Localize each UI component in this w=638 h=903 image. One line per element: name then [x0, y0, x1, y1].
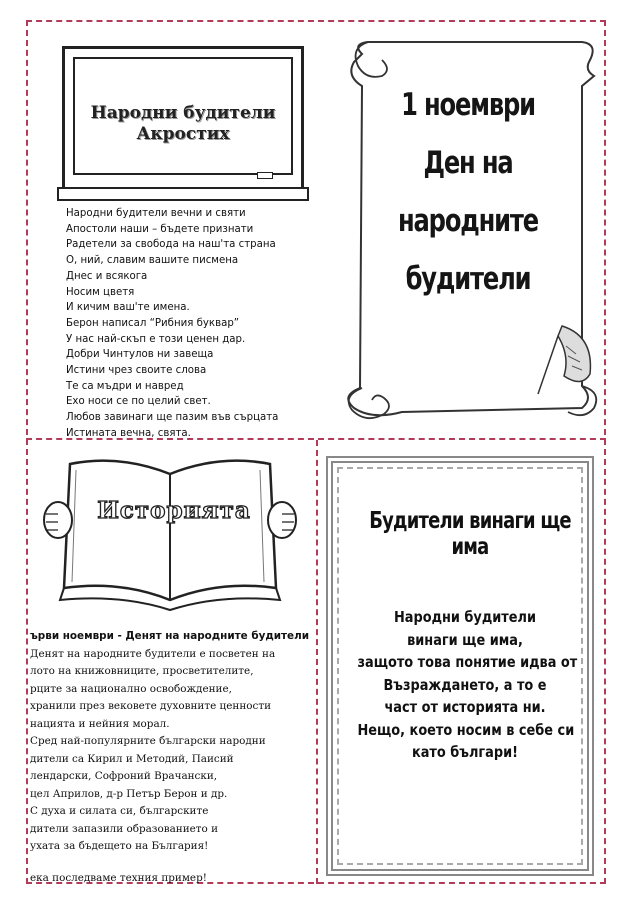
history-line: лото на книжовниците, просветителите, — [30, 665, 254, 677]
history-closing: ека последваме техния пример! — [30, 871, 207, 884]
right-line: Възраждането, а то е — [383, 675, 547, 694]
history-line: нацията и нейния морал. — [30, 717, 170, 730]
chalkboard — [62, 46, 304, 192]
poem-line: Любов завинаги ще пазим във сърцата — [66, 412, 279, 424]
open-book-icon — [40, 450, 300, 620]
history-line: цел Априлов, д-р Петър Берон и др. — [30, 787, 228, 800]
history-heading: ърви ноември - Денят на народните будители — [30, 630, 309, 642]
history-line: С духа и силата си, българските — [30, 805, 209, 817]
history-line: ухата за бъдещето на България! — [30, 840, 209, 852]
right-panel-text — [357, 606, 578, 764]
history-line: дители са Кирил и Методий, Паисий — [30, 752, 234, 765]
right-line: винаги ще има, — [407, 630, 523, 649]
poem-line: Те са мъдри и навред — [66, 380, 184, 392]
right-line: защото това понятие идва от — [357, 653, 578, 671]
chalkboard-ledge — [57, 187, 309, 201]
poem-line: Ехо носи се по целий свет. — [66, 396, 211, 408]
right-line: Народни будители — [393, 608, 537, 626]
poem-line: И кичим ваш'те имена. — [66, 302, 190, 314]
acrostic-poem — [66, 206, 278, 442]
history-line: хранили през вековете духовните ценности — [30, 700, 271, 712]
right-line: Нещо, което носим в себе си — [357, 720, 575, 739]
scroll-title-line3: будители — [405, 261, 531, 297]
poem-line: У нас най-скъп е този ценен дар. — [66, 333, 246, 345]
history-line: Сред най-популярните български народни — [30, 735, 266, 747]
poem-line: Добри Чинтулов ни завеща — [66, 349, 214, 361]
poem-line: Истината вечна, свята. — [66, 427, 191, 439]
chalk-icon — [257, 172, 273, 179]
right-line: част от историята ни. — [384, 698, 546, 716]
poem-line: Берон написал “Рибния буквар” — [66, 317, 240, 329]
history-line: лендарски, Софроний Врачански, — [30, 770, 218, 782]
history-line: рците за национално освобождение, — [30, 682, 232, 695]
poem-line: Радетели за свобода на наш'та страна — [66, 239, 276, 251]
poem-line: Народни будители вечни и святи — [66, 208, 246, 219]
poem-line: Днес и всякога — [66, 270, 148, 282]
poem-line: О, ний, славим вашите писмена — [66, 255, 239, 267]
right-line: като българи! — [411, 743, 519, 761]
poem-line: Носим цветя — [66, 286, 135, 298]
history-line: Денят на народните будители е посветен на — [30, 647, 276, 660]
right-panel-title: Будители винаги ще има — [369, 508, 571, 560]
chalkboard-surface — [73, 57, 293, 175]
history-text — [30, 628, 320, 887]
chalkboard-title — [75, 103, 291, 145]
chalkboard-title-line1: Народни будители — [90, 103, 276, 123]
scroll-title-line2: Ден на народните — [397, 145, 539, 239]
book-title: Историята — [97, 497, 251, 524]
chalkboard-title-line2: Акростих — [136, 124, 230, 144]
poem-line: Истини чрез своите слова — [66, 365, 207, 377]
scroll-title — [382, 76, 554, 308]
poem-line: Апостоли наши – бъдете признати — [66, 223, 254, 235]
scroll-title-line1: 1 ноември — [401, 87, 535, 123]
history-line: дители запазили образованието и — [30, 822, 219, 835]
